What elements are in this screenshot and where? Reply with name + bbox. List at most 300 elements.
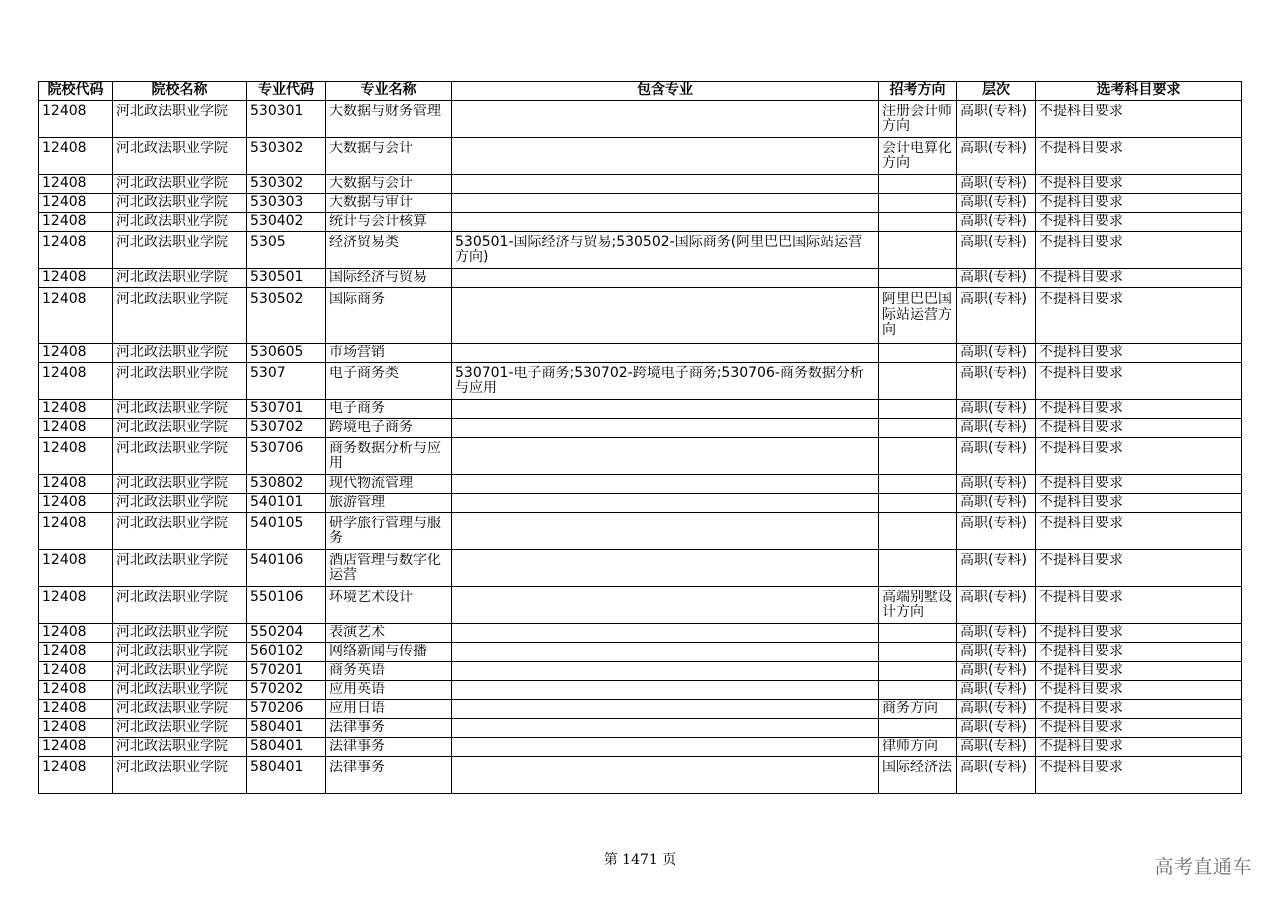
cell-direction <box>879 419 957 438</box>
cell-level <box>957 587 1036 624</box>
cell-direction-text <box>882 720 953 736</box>
cell-school-name-text: 河北政法职业学院 <box>116 625 228 640</box>
cell-school-name-text: 河北政法职业学院 <box>116 420 228 435</box>
cell-major-code <box>247 700 326 719</box>
cell-included-majors <box>452 624 879 643</box>
cell-direction <box>879 738 957 757</box>
header-school-code: 院校代码 <box>39 82 113 101</box>
cell-subject-requirement <box>1036 738 1242 757</box>
cell-major-code-text: 570202 <box>250 682 304 697</box>
cell-school-code-text: 12408 <box>42 440 87 456</box>
cell-school-name <box>113 624 247 643</box>
cell-major-code <box>247 363 326 400</box>
cell-subject-requirement-text: 不提科目要求 <box>1039 140 1123 156</box>
cell-major-name-text: 研学旅行管理与服务 <box>329 515 441 546</box>
cell-direction-text <box>882 235 953 266</box>
cell-subject-requirement <box>1036 550 1242 587</box>
cell-major-name-text: 经济贸易类 <box>329 234 399 250</box>
cell-direction <box>879 700 957 719</box>
cell-level-text: 高职(专科) <box>960 440 1027 456</box>
cell-school-code-text: 12408 <box>42 234 87 250</box>
cell-school-code <box>39 513 113 550</box>
table-row <box>39 494 1242 513</box>
table-row <box>39 363 1242 400</box>
cell-school-code <box>39 288 113 344</box>
cell-major-name-text: 国际经济与贸易 <box>329 270 427 285</box>
cell-included-majors <box>452 269 879 288</box>
cell-included-majors-text <box>455 625 875 641</box>
cell-level-text: 高职(专科) <box>960 476 1027 491</box>
cell-major-name <box>326 288 452 344</box>
cell-direction <box>879 475 957 494</box>
cell-school-name <box>113 587 247 624</box>
cell-subject-requirement-text: 不提科目要求 <box>1039 420 1123 435</box>
cell-included-majors-text <box>455 195 875 211</box>
cell-included-majors <box>452 494 879 513</box>
table-row <box>39 475 1242 494</box>
cell-included-majors-text <box>455 720 875 736</box>
cell-direction <box>879 194 957 213</box>
cell-school-code <box>39 738 113 757</box>
cell-major-code <box>247 643 326 662</box>
cell-level-text: 高职(专科) <box>960 720 1027 735</box>
table-row <box>39 438 1242 475</box>
cell-school-code-text: 12408 <box>42 720 87 735</box>
cell-school-name <box>113 269 247 288</box>
cell-direction-text <box>882 553 953 584</box>
cell-school-name-text: 河北政法职业学院 <box>116 270 228 285</box>
cell-subject-requirement-text: 不提科目要求 <box>1039 720 1123 735</box>
cell-included-majors-text <box>455 663 875 679</box>
cell-subject-requirement-text: 不提科目要求 <box>1039 440 1123 456</box>
cell-school-name-text: 河北政法职业学院 <box>116 292 228 307</box>
cell-direction <box>879 344 957 363</box>
cell-major-name-text: 电子商务 <box>329 401 385 416</box>
cell-school-code-text: 12408 <box>42 644 87 659</box>
cell-major-code-text: 540101 <box>250 495 304 510</box>
cell-subject-requirement <box>1036 363 1242 400</box>
cell-school-name <box>113 344 247 363</box>
cell-subject-requirement <box>1036 288 1242 344</box>
cell-direction-text <box>882 366 953 397</box>
cell-school-name-text: 河北政法职业学院 <box>116 176 228 191</box>
cell-included-majors-text <box>455 495 875 511</box>
cell-major-name-text: 商务数据分析与应用 <box>329 440 441 471</box>
cell-level <box>957 269 1036 288</box>
cell-level-text: 高职(专科) <box>960 589 1027 605</box>
cell-major-code-text: 530605 <box>250 345 304 360</box>
cell-major-name-text: 法律事务 <box>329 720 385 735</box>
cell-major-code-text: 570201 <box>250 663 304 678</box>
cell-major-name-text: 法律事务 <box>329 759 385 775</box>
cell-direction <box>879 363 957 400</box>
cell-major-name <box>326 587 452 624</box>
cell-subject-requirement <box>1036 700 1242 719</box>
cell-level-text: 高职(专科) <box>960 495 1027 510</box>
cell-subject-requirement-text: 不提科目要求 <box>1039 682 1123 697</box>
cell-direction-text <box>882 663 953 679</box>
cell-direction-text <box>882 441 953 472</box>
cell-major-name-text: 大数据与审计 <box>329 195 413 210</box>
cell-major-code <box>247 213 326 232</box>
cell-school-name-text: 河北政法职业学院 <box>116 234 228 250</box>
cell-subject-requirement <box>1036 101 1242 138</box>
cell-subject-requirement <box>1036 213 1242 232</box>
cell-school-code-text: 12408 <box>42 663 87 678</box>
cell-level-text: 高职(专科) <box>960 195 1027 210</box>
cell-level <box>957 738 1036 757</box>
cell-level <box>957 475 1036 494</box>
cell-school-name <box>113 513 247 550</box>
cell-major-code <box>247 587 326 624</box>
cell-subject-requirement-text: 不提科目要求 <box>1039 214 1123 229</box>
cell-level <box>957 419 1036 438</box>
cell-level-text: 高职(专科) <box>960 365 1027 381</box>
cell-level-text: 高职(专科) <box>960 759 1027 775</box>
cell-subject-requirement-text: 不提科目要求 <box>1039 663 1123 678</box>
cell-subject-requirement-text: 不提科目要求 <box>1039 589 1123 605</box>
cell-direction <box>879 269 957 288</box>
cell-included-majors-text <box>455 176 875 192</box>
cell-school-name <box>113 363 247 400</box>
cell-level-text: 高职(专科) <box>960 103 1027 119</box>
cell-major-code <box>247 719 326 738</box>
cell-major-code <box>247 400 326 419</box>
cell-direction <box>879 232 957 269</box>
cell-included-majors-text <box>455 476 875 492</box>
cell-included-majors <box>452 232 879 269</box>
cell-level-text: 高职(专科) <box>960 176 1027 191</box>
cell-major-code-text: 5305 <box>250 234 286 250</box>
cell-school-name <box>113 288 247 344</box>
cell-subject-requirement-text: 不提科目要求 <box>1039 195 1123 210</box>
table-body <box>39 101 1242 794</box>
header-major-code: 专业代码 <box>247 82 326 101</box>
cell-major-name <box>326 213 452 232</box>
cell-included-majors <box>452 587 879 624</box>
cell-subject-requirement <box>1036 232 1242 269</box>
header-row <box>39 82 1242 101</box>
cell-subject-requirement <box>1036 494 1242 513</box>
cell-major-name-text: 电子商务类 <box>329 365 399 381</box>
cell-school-name-text: 河北政法职业学院 <box>116 214 228 229</box>
cell-major-code <box>247 681 326 700</box>
cell-school-code <box>39 175 113 194</box>
cell-school-name <box>113 700 247 719</box>
cell-included-majors-text <box>455 590 875 621</box>
cell-included-majors <box>452 700 879 719</box>
cell-subject-requirement-text: 不提科目要求 <box>1039 495 1123 510</box>
cell-school-name-text: 河北政法职业学院 <box>116 644 228 659</box>
cell-included-majors-text <box>455 701 875 717</box>
cell-subject-requirement-text: 不提科目要求 <box>1039 234 1123 250</box>
cell-school-code-text: 12408 <box>42 420 87 435</box>
cell-school-name <box>113 438 247 475</box>
cell-school-name <box>113 213 247 232</box>
cell-major-name <box>326 101 452 138</box>
cell-major-code-text: 530502 <box>250 292 304 307</box>
cell-included-majors-text <box>455 441 875 472</box>
table-row <box>39 269 1242 288</box>
cell-level-text: 高职(专科) <box>960 682 1027 697</box>
header-included-majors: 包含专业 <box>452 82 879 101</box>
cell-level <box>957 101 1036 138</box>
cell-included-majors <box>452 719 879 738</box>
cell-school-code-text: 12408 <box>42 195 87 210</box>
cell-subject-requirement-text: 不提科目要求 <box>1039 292 1123 307</box>
cell-included-majors-text <box>455 682 875 698</box>
cell-major-code-text: 550106 <box>250 589 304 605</box>
cell-subject-requirement <box>1036 438 1242 475</box>
cell-direction <box>879 681 957 700</box>
cell-major-code <box>247 624 326 643</box>
cell-school-code <box>39 757 113 794</box>
cell-major-code <box>247 513 326 550</box>
cell-school-code-text: 12408 <box>42 292 87 307</box>
cell-major-code-text: 550204 <box>250 625 304 640</box>
cell-major-code <box>247 419 326 438</box>
cell-level-text: 高职(专科) <box>960 401 1027 416</box>
cell-subject-requirement-text: 不提科目要求 <box>1039 270 1123 285</box>
cell-major-code-text: 530706 <box>250 440 304 456</box>
cell-major-name-text: 商务英语 <box>329 663 385 678</box>
cell-direction-text <box>882 644 953 660</box>
cell-direction <box>879 438 957 475</box>
cell-subject-requirement <box>1036 624 1242 643</box>
cell-included-majors-text <box>455 420 875 436</box>
cell-level <box>957 175 1036 194</box>
cell-major-name-text: 表演艺术 <box>329 625 385 640</box>
cell-major-code-text: 530701 <box>250 401 304 416</box>
table-row <box>39 719 1242 738</box>
cell-direction-text <box>882 214 953 230</box>
cell-school-code <box>39 232 113 269</box>
cell-school-name-text: 河北政法职业学院 <box>116 701 228 716</box>
cell-school-code-text: 12408 <box>42 140 87 156</box>
cell-level-text: 高职(专科) <box>960 515 1027 531</box>
cell-major-name-text: 法律事务 <box>329 739 385 754</box>
cell-subject-requirement-text: 不提科目要求 <box>1039 515 1123 531</box>
cell-included-majors-text <box>455 141 875 172</box>
cell-included-majors-text <box>455 270 875 286</box>
cell-included-majors <box>452 681 879 700</box>
cell-subject-requirement-text: 不提科目要求 <box>1039 401 1123 416</box>
cell-subject-requirement-text: 不提科目要求 <box>1039 644 1123 659</box>
cell-major-name-text: 环境艺术设计 <box>329 589 413 605</box>
cell-school-code <box>39 662 113 681</box>
cell-subject-requirement-text: 不提科目要求 <box>1039 701 1123 716</box>
table-row <box>39 175 1242 194</box>
cell-level <box>957 719 1036 738</box>
table-row <box>39 624 1242 643</box>
cell-direction <box>879 494 957 513</box>
table-row <box>39 681 1242 700</box>
cell-level <box>957 194 1036 213</box>
cell-subject-requirement <box>1036 400 1242 419</box>
cell-school-code <box>39 213 113 232</box>
cell-level <box>957 494 1036 513</box>
cell-major-code <box>247 175 326 194</box>
cell-direction-text: 律师方向 <box>882 739 938 754</box>
cell-included-majors <box>452 101 879 138</box>
cell-major-code-text: 540105 <box>250 515 304 531</box>
watermark-logo: 高考直通车 <box>1154 856 1252 878</box>
cell-school-code <box>39 194 113 213</box>
cell-level <box>957 513 1036 550</box>
cell-major-name-text: 酒店管理与数字化运营 <box>329 552 441 583</box>
cell-included-majors <box>452 194 879 213</box>
cell-school-code <box>39 700 113 719</box>
header-school-name: 院校名称 <box>113 82 247 101</box>
cell-included-majors-text <box>455 214 875 230</box>
header-direction: 招考方向 <box>879 82 957 101</box>
cell-school-code <box>39 438 113 475</box>
cell-level-text: 高职(专科) <box>960 270 1027 285</box>
cell-subject-requirement <box>1036 344 1242 363</box>
table-row <box>39 757 1242 794</box>
cell-direction <box>879 643 957 662</box>
table-row <box>39 643 1242 662</box>
cell-included-majors-text <box>455 104 875 135</box>
cell-school-name-text: 河北政法职业学院 <box>116 495 228 510</box>
cell-school-code-text: 12408 <box>42 552 87 568</box>
cell-major-name <box>326 438 452 475</box>
cell-direction <box>879 288 957 344</box>
cell-major-name-text: 应用日语 <box>329 701 385 716</box>
cell-direction-text <box>882 176 953 192</box>
cell-included-majors <box>452 344 879 363</box>
cell-major-name-text: 大数据与会计 <box>329 176 413 191</box>
cell-major-name <box>326 175 452 194</box>
cell-school-code <box>39 400 113 419</box>
cell-school-name-text: 河北政法职业学院 <box>116 440 228 456</box>
cell-school-code-text: 12408 <box>42 759 87 775</box>
cell-direction <box>879 587 957 624</box>
cell-included-majors <box>452 438 879 475</box>
cell-school-code <box>39 550 113 587</box>
cell-subject-requirement-text: 不提科目要求 <box>1039 103 1123 119</box>
cell-major-name-text: 国际商务 <box>329 292 385 307</box>
cell-school-code-text: 12408 <box>42 495 87 510</box>
cell-level <box>957 681 1036 700</box>
cell-direction-text: 会计电算化方向 <box>882 140 952 171</box>
cell-school-name-text: 河北政法职业学院 <box>116 720 228 735</box>
cell-subject-requirement-text: 不提科目要求 <box>1039 759 1123 775</box>
cell-school-code <box>39 475 113 494</box>
cell-major-name-text: 市场营销 <box>329 345 385 360</box>
cell-subject-requirement-text: 不提科目要求 <box>1039 625 1123 640</box>
cell-major-code <box>247 438 326 475</box>
cell-subject-requirement <box>1036 643 1242 662</box>
cell-subject-requirement <box>1036 757 1242 794</box>
cell-major-name <box>326 738 452 757</box>
cell-direction-text <box>882 195 953 211</box>
cell-school-name <box>113 194 247 213</box>
cell-included-majors <box>452 550 879 587</box>
cell-major-name <box>326 194 452 213</box>
cell-school-name <box>113 643 247 662</box>
cell-school-name <box>113 138 247 175</box>
cell-subject-requirement-text: 不提科目要求 <box>1039 476 1123 491</box>
cell-major-name <box>326 662 452 681</box>
cell-major-code <box>247 494 326 513</box>
cell-major-name-text: 大数据与会计 <box>329 140 413 156</box>
table-row <box>39 213 1242 232</box>
cell-subject-requirement-text: 不提科目要求 <box>1039 739 1123 754</box>
cell-school-code-text: 12408 <box>42 365 87 381</box>
cell-level-text: 高职(专科) <box>960 552 1027 568</box>
cell-included-majors-text <box>455 644 875 660</box>
table-row <box>39 400 1242 419</box>
cell-school-name-text: 河北政法职业学院 <box>116 682 228 697</box>
cell-direction <box>879 101 957 138</box>
table-row <box>39 344 1242 363</box>
cell-direction <box>879 624 957 643</box>
cell-school-code <box>39 624 113 643</box>
page-number: 第 1471 页 <box>603 852 677 868</box>
cell-school-code <box>39 494 113 513</box>
cell-school-code-text: 12408 <box>42 625 87 640</box>
table-row <box>39 587 1242 624</box>
cell-school-name <box>113 101 247 138</box>
cell-major-name <box>326 363 452 400</box>
cell-school-code-text: 12408 <box>42 589 87 605</box>
cell-major-code-text: 530802 <box>250 476 304 491</box>
cell-major-code <box>247 194 326 213</box>
cell-school-name-text: 河北政法职业学院 <box>116 515 228 531</box>
cell-school-name <box>113 757 247 794</box>
cell-major-code <box>247 101 326 138</box>
cell-direction <box>879 662 957 681</box>
cell-school-code <box>39 269 113 288</box>
cell-direction <box>879 757 957 794</box>
cell-school-code <box>39 363 113 400</box>
table-row <box>39 232 1242 269</box>
table-row <box>39 513 1242 550</box>
cell-major-name-text: 跨境电子商务 <box>329 420 413 435</box>
cell-included-majors-text <box>455 760 875 791</box>
cell-direction <box>879 213 957 232</box>
cell-school-name <box>113 738 247 757</box>
cell-school-code <box>39 419 113 438</box>
cell-included-majors <box>452 738 879 757</box>
cell-school-code-text: 12408 <box>42 270 87 285</box>
cell-level-text: 高职(专科) <box>960 739 1027 754</box>
cell-school-name-text: 河北政法职业学院 <box>116 365 228 381</box>
cell-major-name-text: 旅游管理 <box>329 495 385 510</box>
cell-direction-text <box>882 345 953 361</box>
cell-major-code <box>247 138 326 175</box>
cell-school-code-text: 12408 <box>42 345 87 360</box>
cell-subject-requirement-text: 不提科目要求 <box>1039 552 1123 568</box>
cell-school-code <box>39 719 113 738</box>
cell-school-code <box>39 101 113 138</box>
cell-direction-text <box>882 270 953 286</box>
cell-school-code-text: 12408 <box>42 476 87 491</box>
cell-included-majors-text: 530701-电子商务;530702-跨境电子商务;530706-商务数据分析与应用 <box>455 365 864 396</box>
cell-direction <box>879 550 957 587</box>
cell-direction <box>879 400 957 419</box>
cell-included-majors <box>452 643 879 662</box>
cell-level-text: 高职(专科) <box>960 345 1027 360</box>
cell-level <box>957 400 1036 419</box>
table-row <box>39 738 1242 757</box>
cell-subject-requirement <box>1036 719 1242 738</box>
cell-major-name-text: 大数据与财务管理 <box>329 103 441 119</box>
cell-included-majors <box>452 662 879 681</box>
cell-level-text: 高职(专科) <box>960 663 1027 678</box>
cell-major-name <box>326 269 452 288</box>
